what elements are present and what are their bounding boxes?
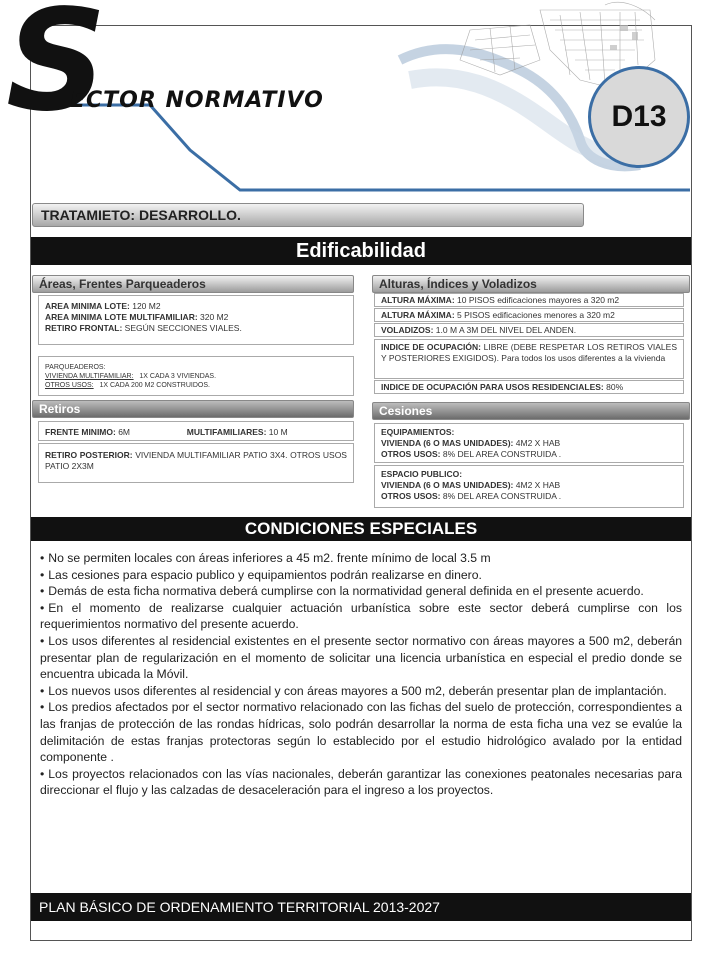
equipamientos-box <box>374 423 684 463</box>
area-lote-value: 120 M2 <box>132 301 161 311</box>
altura1-label: ALTURA MÁXIMA: <box>381 295 455 305</box>
eq-otros-label: OTROS USOS: <box>381 449 441 459</box>
edificabilidad-heading: Edificabilidad <box>31 237 691 265</box>
condicion-item: • Los proyectos relacionados con las vías nacionales, deberán garantizar las conexiones peatonales necesarias para direccionar el flujo y las calzadas de desaceleración para el ingreso a los proyectos. <box>40 766 682 799</box>
altura2-label: ALTURA MÁXIMA: <box>381 310 455 320</box>
area-lote-label: AREA MINIMA LOTE: <box>45 301 130 311</box>
eq-otros-value: 8% DEL AREA CONSTRUIDA . <box>442 449 562 459</box>
parq-vivienda-label: VIVIENDA MULTIFAMILIAR: <box>45 373 134 380</box>
treatment-bar: TRATAMIETO: DESARROLLO. <box>32 203 584 227</box>
condiciones-list <box>40 550 682 799</box>
condicion-item: • Los nuevos usos diferentes al residencial y con áreas mayores a 500 m2, deberán presentar plan de implantación. <box>40 683 682 700</box>
equipamientos-title: EQUIPAMIENTOS: <box>381 427 455 437</box>
sector-initial-letter: S <box>6 0 107 143</box>
altura-mayores-box <box>374 293 684 307</box>
condicion-item: • En el momento de realizarse cualquier actuación urbanística sobre este sector deberá cumplirse con los requerimientos normativo del presente acuerdo. <box>40 600 682 633</box>
ep-vivienda-label: VIVIENDA (6 O MAS UNIDADES): <box>381 480 514 490</box>
ocupacion-res-label: INDICE DE OCUPACIÓN PARA USOS RESIDENCIALES: <box>381 382 604 392</box>
condicion-item: • Los predios afectados por el sector normativo relacionado con las fichas del suelo de protección, correspondientes a las franjas de protección de las rondas hídricas, solo podrán desarrollar la norma de esta ficha una vez se evalúe la delimitación de estas franjas protectoras según lo establecido por el estudio hidrológico avalado por la entidad componente . <box>40 699 682 765</box>
cesiones-heading: Cesiones <box>372 402 690 420</box>
eq-vivienda-value: 4M2 X HAB <box>515 438 561 448</box>
voladizos-label: VOLADIZOS: <box>381 325 434 335</box>
areas-box <box>38 295 354 345</box>
ep-vivienda-value: 4M2 X HAB <box>515 480 561 490</box>
multifamiliares-label: MULTIFAMILIARES: <box>186 427 267 437</box>
condicion-item: • Las cesiones para espacio publico y equipamientos podrán realizarse en dinero. <box>40 567 682 584</box>
altura1-value: 10 PISOS edificaciones mayores a 320 m2 <box>457 295 620 305</box>
eq-vivienda-label: VIVIENDA (6 O MAS UNIDADES): <box>381 438 514 448</box>
ep-otros-label: OTROS USOS: <box>381 491 441 501</box>
ocupacion-label: INDICE DE OCUPACIÓN: <box>381 342 481 352</box>
retiro-frontal-label: RETIRO FRONTAL: <box>45 323 123 333</box>
espacio-publico-title: ESPACIO PUBLICO: <box>381 469 463 479</box>
parq-otros-label: OTROS USOS: <box>45 382 94 389</box>
alturas-heading: Alturas, Índices y Voladizos <box>372 275 690 293</box>
ocupacion-res-value: 80% <box>606 382 624 392</box>
parq-otros-value: 1X CADA 200 M2 CONSTRUIDOS. <box>99 382 210 389</box>
sector-code-badge: D13 <box>588 66 690 168</box>
area-multi-label: AREA MINIMA LOTE MULTIFAMILIAR: <box>45 312 198 322</box>
frente-minimo-box <box>38 421 354 441</box>
ocupacion-value: LIBRE (DEBE RESPETAR LOS RETIROS VIALES Y POSTERIORES EXIGIDOS). Para todos los usos diferentes a la vivienda <box>381 342 677 363</box>
areas-heading: Áreas, Frentes Parqueaderos <box>32 275 354 293</box>
ep-otros-value: 8% DEL AREA CONSTRUIDA . <box>442 491 562 501</box>
parqueaderos-title: PARQUEADEROS: <box>45 364 106 371</box>
voladizos-box <box>374 323 684 337</box>
altura-menores-box <box>374 308 684 322</box>
voladizos-value: 1.0 M A 3M DEL NIVEL DEL ANDEN. <box>435 325 577 335</box>
condiciones-heading: CONDICIONES ESPECIALES <box>31 517 691 541</box>
parqueaderos-box <box>38 356 354 396</box>
retiro-frontal-value: SEGÚN SECCIONES VIALES. <box>124 323 242 333</box>
footer-bar: PLAN BÁSICO DE ORDENAMIENTO TERRITORIAL 2013-2027 <box>31 893 691 921</box>
indice-residencial-box <box>374 380 684 394</box>
retiro-posterior-label: RETIRO POSTERIOR: <box>45 450 133 460</box>
area-multi-value: 320 M2 <box>200 312 229 322</box>
condicion-item: • Los usos diferentes al residencial existentes en el presente sector normativo con áreas mayores a 500 m2, deberán presentar plan de regularización en el momento de solicitar una licencia urbanística en especial el predio donde se encuentra ubicada la Móvil. <box>40 633 682 683</box>
retiro-posterior-value: VIVIENDA MULTIFAMILIAR PATIO 3X4. OTROS USOS PATIO 2X3M <box>45 450 347 471</box>
page-title: ECTOR NORMATIVO <box>70 88 324 113</box>
indice-ocupacion-box <box>374 339 684 379</box>
retiros-heading: Retiros <box>32 400 354 418</box>
condicion-item: • No se permiten locales con áreas inferiores a 45 m2. frente mínimo de local 3.5 m <box>40 550 682 567</box>
condicion-item: • Demás de esta ficha normativa deberá cumplirse con la normatividad general definida en el presente acuerdo. <box>40 583 682 600</box>
multifamiliares-value: 10 M <box>268 427 288 437</box>
retiro-posterior-box <box>38 443 354 483</box>
frente-label: FRENTE MINIMO: <box>45 427 116 437</box>
espacio-publico-box <box>374 465 684 508</box>
altura2-value: 5 PISOS edificaciones menores a 320 m2 <box>457 310 615 320</box>
parq-vivienda-value: 1X CADA 3 VIVIENDAS. <box>139 373 217 380</box>
frente-value: 6M <box>118 427 131 437</box>
